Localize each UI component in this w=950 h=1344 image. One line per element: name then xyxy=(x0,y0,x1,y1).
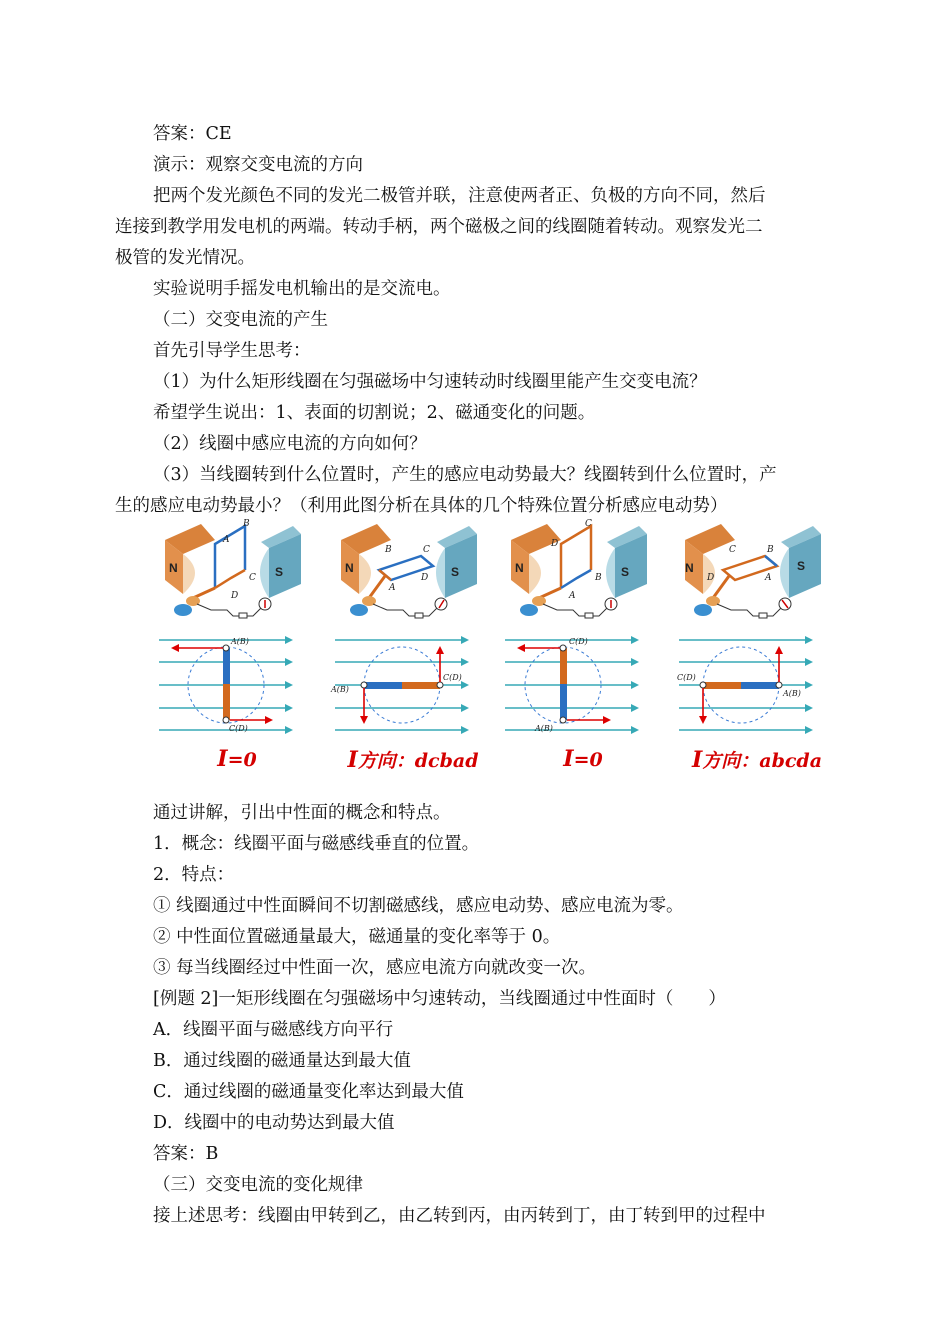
svg-text:B: B xyxy=(243,519,250,529)
figure-panel-2 xyxy=(329,518,497,776)
panel-1-caption: I=0 xyxy=(217,746,257,772)
hope-line: 希望学生说出：1、表面的切割说；2、磁通变化的问题。 xyxy=(153,403,596,423)
svg-text:D: D xyxy=(707,573,715,583)
features-heading: 2．特点： xyxy=(153,865,235,885)
option-d: D．线圈中的电动势达到最大值 xyxy=(153,1113,395,1133)
svg-text:N: N xyxy=(345,561,354,575)
svg-text:D: D xyxy=(231,591,239,601)
svg-text:B: B xyxy=(767,545,774,555)
panel-4-caption: I方向：abcda xyxy=(691,747,823,773)
intro-line: 通过讲解，引出中性面的概念和特点。 xyxy=(153,803,451,823)
svg-text:S: S xyxy=(621,565,630,579)
demo-paragraph-line-2: 连接到教学用发电机的两端。转动手柄，两个磁极之间的线圈随着转动。观察发光二 xyxy=(115,217,763,237)
figure-panel-4 xyxy=(673,518,841,776)
svg-text:B: B xyxy=(385,545,392,555)
svg-text:C: C xyxy=(423,545,430,555)
panel-3-caption: I=0 xyxy=(563,746,603,772)
svg-text:C(D): C(D) xyxy=(677,673,696,682)
figure-panel-3 xyxy=(499,518,667,776)
question-1: （1）为什么矩形线圈在匀强磁场中匀速转动时线圈里能产生交变电流？ xyxy=(153,372,707,392)
svg-text:A(B): A(B) xyxy=(783,689,801,698)
svg-text:C(D): C(D) xyxy=(229,724,248,733)
example-question: [例题 2]一矩形线圈在匀强磁场中匀速转动，当线圈通过中性面时（ ） xyxy=(153,989,726,1009)
svg-text:S: S xyxy=(451,565,460,579)
answer-2: 答案：B xyxy=(153,1144,219,1164)
svg-text:A: A xyxy=(569,591,576,601)
section-2-heading: （二）交变电流的产生 xyxy=(153,310,328,330)
coil-rotation-figure xyxy=(153,518,823,776)
svg-text:D: D xyxy=(551,539,559,549)
svg-text:C: C xyxy=(729,545,736,555)
panel-4-diagram xyxy=(673,518,841,743)
svg-text:D: D xyxy=(421,573,429,583)
figure-panel-1 xyxy=(153,518,321,776)
feature-1: ① 线圈通过中性面瞬间不切割磁感线，感应电动势、感应电流为零。 xyxy=(153,896,684,916)
option-a: A．线圈平面与磁感线方向平行 xyxy=(153,1020,394,1040)
panel-1-diagram xyxy=(153,518,321,743)
answer-line: 答案：CE xyxy=(153,124,232,144)
question-3-line-1: （3）当线圈转到什么位置时，产生的感应电动势最大？线圈转到什么位置时，产 xyxy=(153,465,777,485)
feature-3: ③ 每当线圈经过中性面一次，感应电流方向就改变一次。 xyxy=(153,958,597,978)
demo-paragraph-line-3: 极管的发光情况。 xyxy=(115,248,255,268)
svg-text:A(B): A(B) xyxy=(231,637,249,646)
panel-2-diagram xyxy=(329,518,497,743)
svg-text:N: N xyxy=(685,561,694,575)
guide-line: 首先引导学生思考： xyxy=(153,341,311,361)
svg-text:N: N xyxy=(515,561,524,575)
demo-title: 演示：观察交变电流的方向 xyxy=(153,155,363,175)
svg-text:A: A xyxy=(223,535,230,545)
panel-2-caption: I方向：dcbad xyxy=(347,747,479,773)
last-line: 接上述思考：线圈由甲转到乙，由乙转到丙，由丙转到丁，由丁转到甲的过程中 xyxy=(153,1206,766,1226)
section-3-heading: （三）交变电流的变化规律 xyxy=(153,1175,363,1195)
magnet-n-label: N xyxy=(169,561,178,575)
svg-text:A(B): A(B) xyxy=(535,724,553,733)
svg-text:C: C xyxy=(585,519,592,529)
svg-text:C(D): C(D) xyxy=(569,637,588,646)
svg-text:A(B): A(B) xyxy=(331,685,349,694)
question-2: （2）线圈中感应电流的方向如何？ xyxy=(153,434,427,454)
svg-text:A: A xyxy=(765,573,772,583)
svg-text:C: C xyxy=(249,573,256,583)
magnet-s-label: S xyxy=(275,565,284,579)
svg-text:A: A xyxy=(389,583,396,593)
concept-line: 1．概念：线圈平面与磁感线垂直的位置。 xyxy=(153,834,480,854)
svg-text:C(D): C(D) xyxy=(443,673,462,682)
svg-text:S: S xyxy=(797,559,806,573)
option-c: C．通过线圈的磁通量变化率达到最大值 xyxy=(153,1082,464,1102)
panel-3-diagram xyxy=(499,518,667,743)
svg-text:B: B xyxy=(595,573,602,583)
option-b: B．通过线圈的磁通量达到最大值 xyxy=(153,1051,411,1071)
demo-paragraph-line-1: 把两个发光颜色不同的发光二极管并联，注意使两者正、负极的方向不同，然后 xyxy=(153,186,766,206)
feature-2: ② 中性面位置磁通量最大，磁通量的变化率等于 0。 xyxy=(153,927,561,947)
question-3-line-2: 生的感应电动势最小？（利用此图分析在具体的几个特殊位置分析感应电动势） xyxy=(115,496,728,516)
conclusion: 实验说明手摇发电机输出的是交流电。 xyxy=(153,279,451,299)
